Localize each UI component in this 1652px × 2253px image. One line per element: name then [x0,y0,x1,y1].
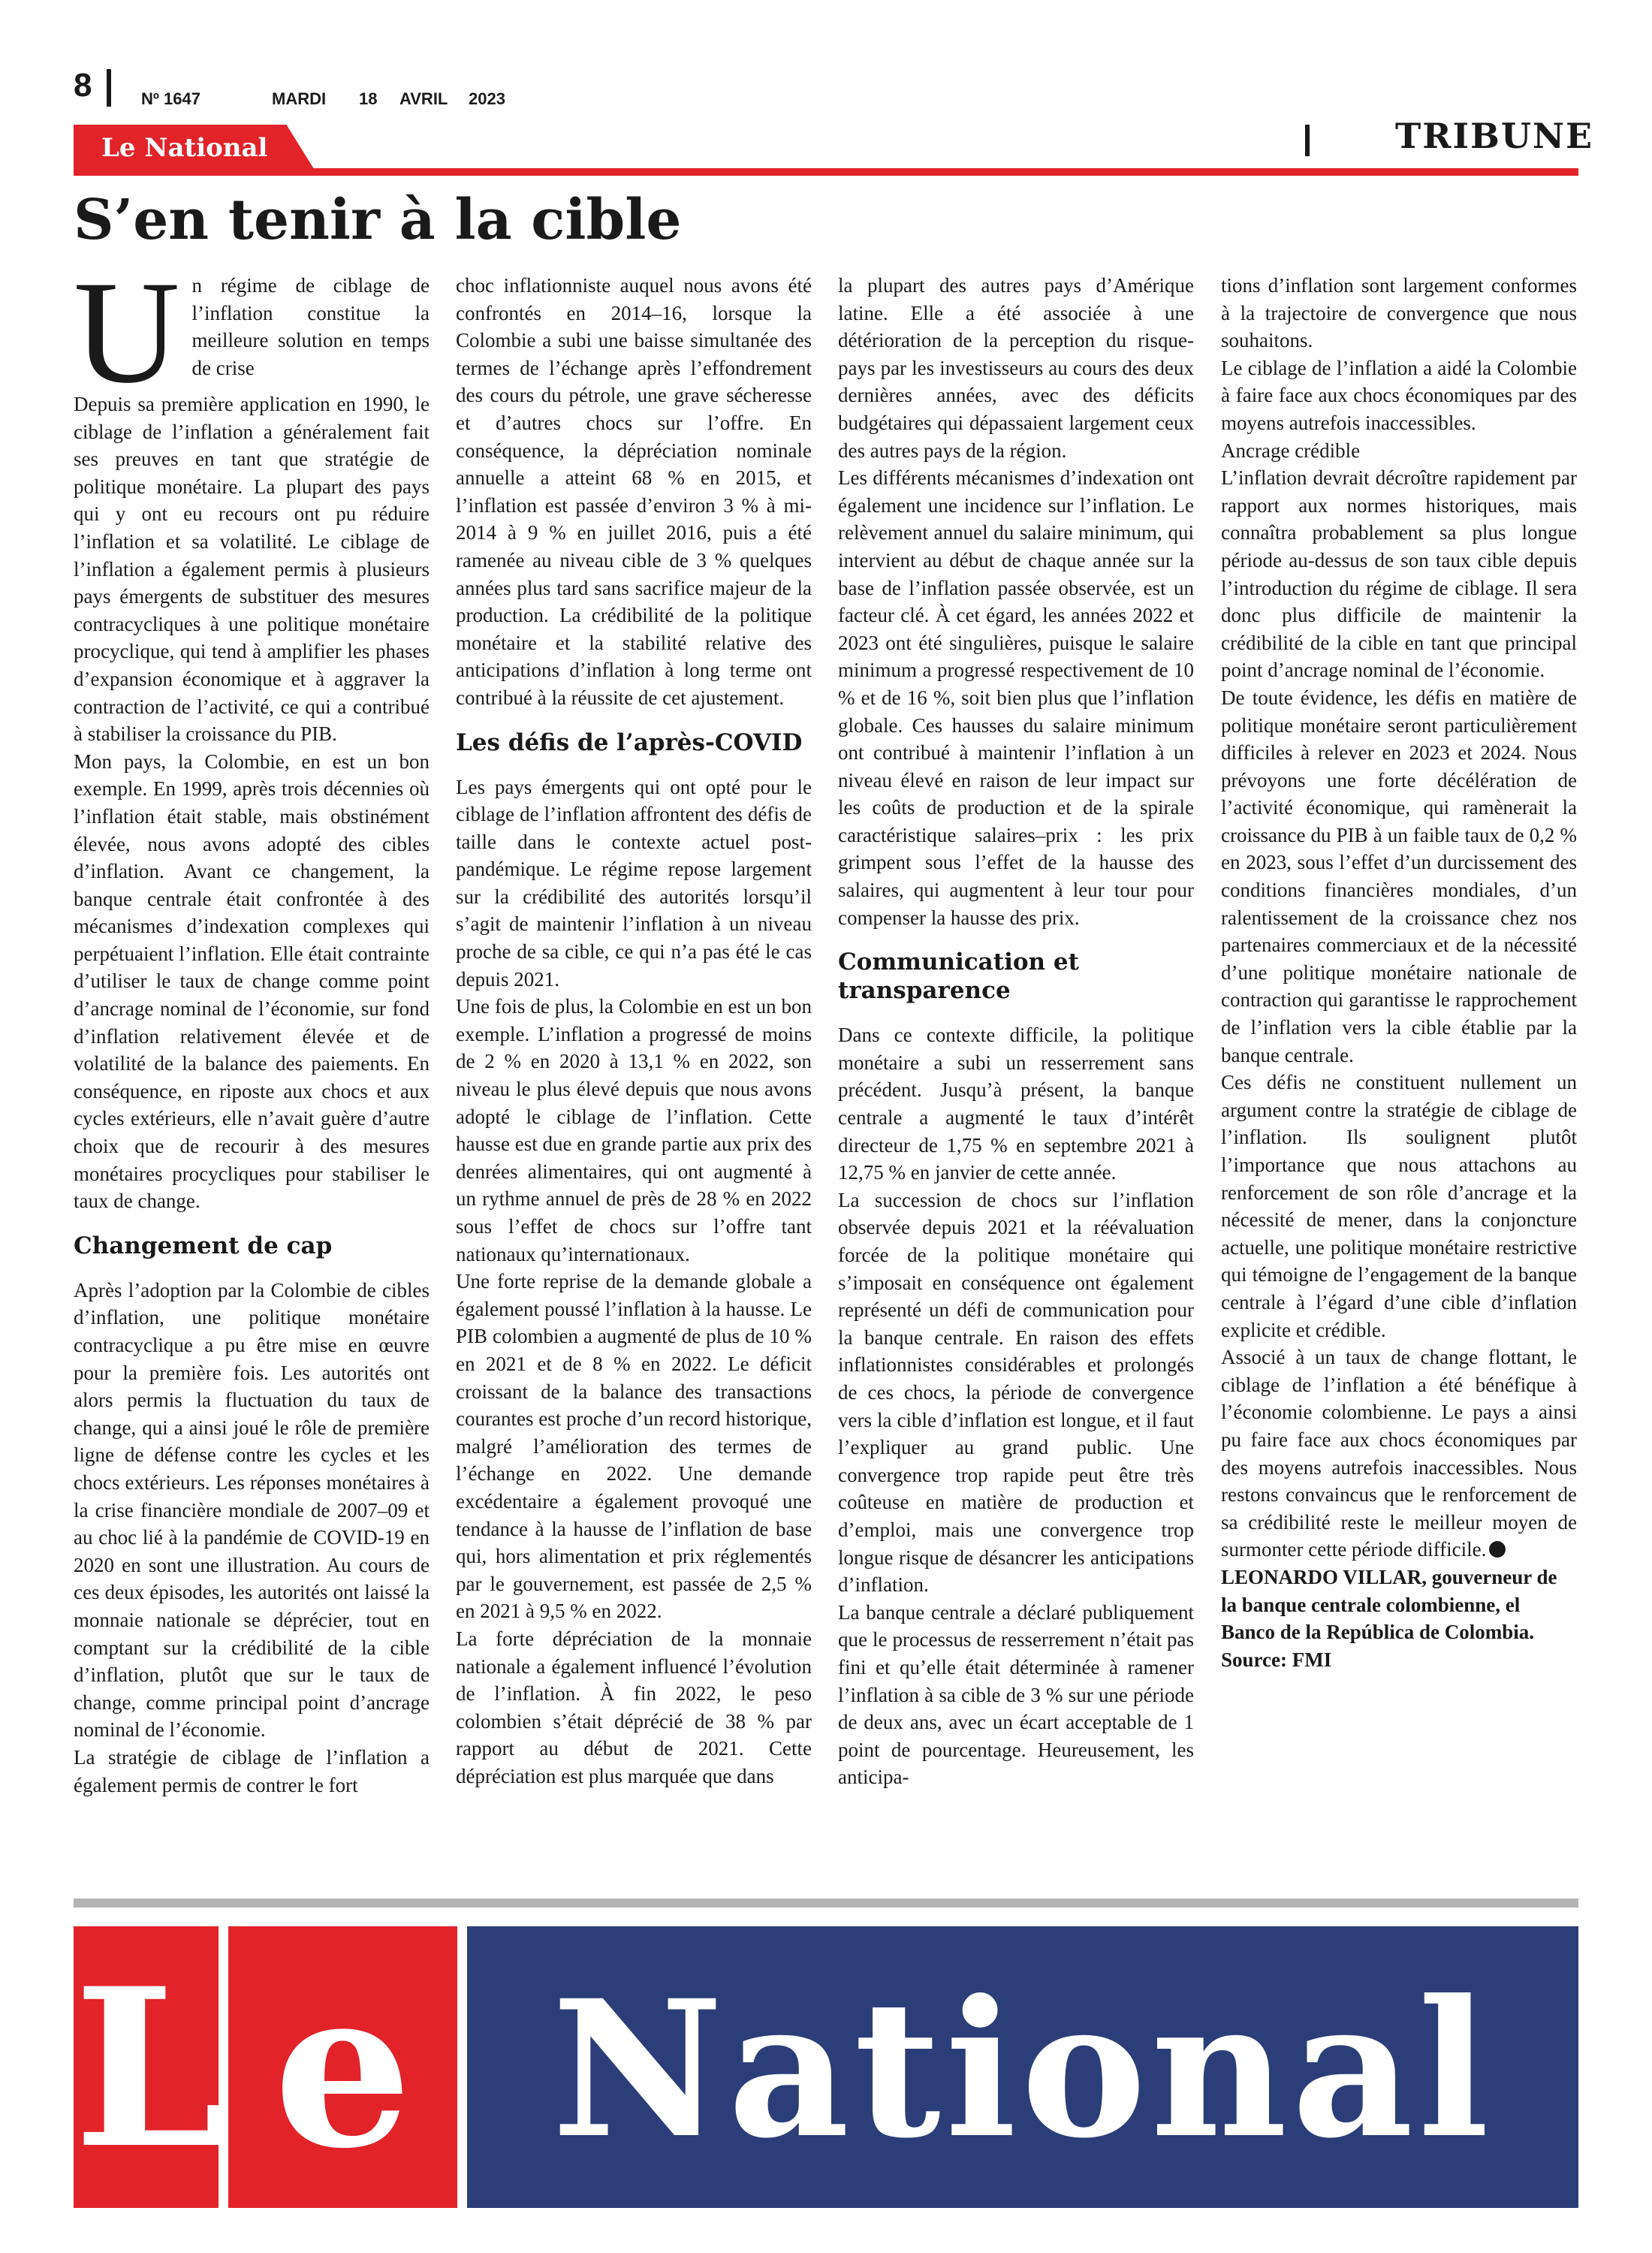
article-paragraph: Ancrage crédible [1221,439,1361,462]
footer-rule [74,1899,1578,1908]
article-paragraph: Les différents mécanismes d’indexation ont également une incidence sur l’inflation. Le relèvement annuel du salaire minimum, qui intervient au début de chaque année sur la base de l’inflation passée observée, est un facteur clé. À cet égard, les années 2022 et 2023 ont été singulières, puisque le salaire minimum a progressé respectivement de 10 % et de 16 %, soit bien plus que l’inflation globale. Ces hausses du salaire minimum ont contribué à maintenir l’inflation à un niveau élevé en raison de leur impact sur les coûts de production et de la spirale caractéristique salaires–prix : les prix grimpent sous l’effet de la hausse des salaires, qui augmentent à leur tour pour compenser la hausse des prix. [838,466,1194,929]
article-paragraph [1221,1344,1577,1564]
issue-date-day: 18 [359,89,378,108]
issue-date-month: AVRIL [399,89,448,108]
article-paragraph: Ces défis ne constituent nullement un argument contre la stratégie de ciblage de l’inflation. Ils soulignent plutôt l’importance que nous attachons au renforcement de son rôle d’ancrage et la nécessité de mener, dans la conjoncture actuelle, une politique monétaire restrictive qui témoigne de l’engagement de la banque centrale à l’égard d’une cible d’inflation explicite et crédible. [1221,1071,1577,1341]
article-paragraph: La stratégie de ciblage de l’inflation a également permis de contrer le fort [74,1745,430,1796]
article-paragraph: La forte dépréciation de la monnaie nationale a également influencé l’évolution de l’inflation. À fin 2022, le peso colombien s’était déprécié de 38 % par rapport au début de 2021. Cette dépréciation est plus marquée que dans [456,1627,812,1787]
section-divider [1305,125,1310,156]
footer-logo-e: e [273,1941,412,2197]
end-mark-icon [1489,1541,1506,1558]
article-paragraph: Les pays émergents qui ont opté pour le ciblage de l’inflation affrontent des défis de taille dans le contexte actuel post-pandémique. Le régime repose largement sur la crédibilité des autorités lorsqu’il s’agit de maintenir l’inflation à un niveau proche de sa cible, ce qui n’a pas été le cas depuis 2021. [456,775,812,991]
header-rule [74,168,1578,176]
drop-cap: U [74,272,180,414]
article-paragraph: Le ciblage de l’inflation a aidé la Colombie à faire face aux chocs économiques par des moyens autrefois inaccessibles. [1221,356,1577,434]
footer-logo-national-box [467,1926,1578,2208]
issue-date-year: 2023 [469,89,505,108]
closing-paragraph-text: Associé à un taux de change flottant, le ciblage de l’inflation a été bénéfique à l’économie colombienne. Le pays a ainsi pu faire face aux chocs économiques par des moyens autrefois inaccessibles. Nous restons convaincus que le renforcement de sa crédibilité reste le meilleur moyen de surmonter cette période difficile. [1221,1346,1577,1561]
article-paragraph: Une fois de plus, la Colombie en est un bon exemple. L’inflation a progressé de moins de 2 % en 2020 à 13,1 % en 2022, son niveau le plus élevé depuis que nous avons adopté le ciblage de l’inflation. Cette hausse est due en grande partie aux prix des denrées alimentaires, qui ont augmenté à un rythme annuel de près de 28 % en 2022 sous l’effet de chocs sur l’offre tant nationaux qu’internationaux. [456,995,812,1265]
footer-logo-l-box [74,1926,227,2208]
article-intro: n régime de ciblage de l’inflation constitue la meilleure solution en temps de crise [191,274,430,379]
page-number-divider [107,69,111,107]
page-title: S’en tenir à la cible [74,188,682,252]
article-column-4 [1221,272,1577,1879]
issue-number: Nº 1647 [141,89,200,108]
section-heading: Les défis de l’après-COVID [456,728,803,756]
article-paragraph: De toute évidence, les défis en matière de politique monétaire seront particulièrement difficiles à relever en 2023 et 2024. Nous prévoyons une forte décélération de l’activité économique, qui ramènerait la croissance du PIB à un faible taux de 0,2 % en 2023, sous l’effet d’un durcissement des conditions financières mondiales, d’un ralentissement de la croissance chez nos partenaires commerciaux et de la nécessité d’une politique monétaire nationale de contraction qui garantisse le rapprochement de l’inflation vers la cible établie par la banque centrale. [1221,686,1577,1066]
article-paragraph: Dans ce contexte difficile, la politique monétaire a subi un resserrement sans précédent. Jusqu’à présent, la banque centrale a augmenté le taux d’intérêt directeur de 1,75 % en septembre 2021 à 12,75 % en janvier de cette année. [838,1024,1194,1184]
section-heading: Communication et transparence [838,949,1079,1005]
issue-day: MARDI [272,89,327,108]
article-paragraph: tions d’inflation sont largement conformes à la trajectoire de convergence que nous souhaitons. [1221,274,1577,352]
article-paragraph: Mon pays, la Colombie, en est un bon exemple. En 1999, après trois décennies où l’inflation était stable, mais obstinément élevée, nous avons adopté des cibles d’inflation. Avant ce changement, la banque centrale était confrontée à des mécanismes d’indexation complexes qui perpétuaient l’inflation. Elle était contrainte d’utiliser le taux de change comme point d’ancrage nominal de l’économie, sur fond d’inflation relativement élevée et de volatilité de la balance des paiements. En conséquence, en riposte aux chocs et aux cycles extérieurs, elle n’avait guère d’autre choix que de recourir à des mesures monétaires procycliques pour stabiliser le taux de change. [74,749,430,1213]
article-column-1 [74,272,430,1879]
footer-logo-national: National [551,1959,1494,2179]
article-source: Source: FMI [1221,1648,1332,1671]
article-paragraph: la plupart des autres pays d’Amérique latine. Elle a été associée à une détérioration de la perception du risque-pays par les investisseurs au cours des deux dernières années, avec des déficits budgétaires qui dépassaient largement ceux des autres pays de la région. [838,274,1194,462]
article-paragraph: Une forte reprise de la demande globale a également poussé l’inflation à la hausse. Le PIB colombien a augmenté de plus de 10 % en 2021 et de 8 % en 2022. Le déficit croissant de la balance des transactions courantes est proche d’un record historique, malgré l’amélioration des termes de l’échange en 2022. Une demande excédentaire a également provoqué une tendance à la hausse de l’inflation de base qui, hors alimentation et prix réglementés par le gouvernement, est passée de 2,5 % en 2021 à 9,5 % en 2022. [456,1270,812,1623]
article-paragraph: Après l’adoption par la Colombie de cibles d’inflation, une politique monétaire contracyclique a pu être mise en œuvre pour la première fois. Les autorités ont alors permis la fluctuation du taux de change, qui a ainsi joué le rôle de première ligne de défense contre les cycles et les chocs extérieurs. Les réponses monétaires à la crise financière mondiale de 2007–09 et au choc lié à la pandémie de COVID-19 en 2020 en sont une illustration. Au cours de ces deux épisodes, les autorités ont laissé la monnaie nationale se déprécier, tout en comptant sur la crédibilité de la cible d’inflation, plutôt que sur le taux de change, comme principal point d’ancrage nominal de l’économie. [74,1278,430,1742]
page-number: 8 [74,67,92,104]
author-signature: LEONARDO VILLAR, gouverneur de la banque centrale colombienne, el Banco de la República de Colombia. [1221,1565,1557,1644]
article-column-3 [838,272,1194,1879]
article-paragraph: L’inflation devrait décroître rapidement par rapport aux normes historiques, mais connaîtra probablement sa plus longue période au-dessus de son taux cible depuis l’introduction du régime de ciblage. Il sera donc plus difficile de maintenir la crédibilité de la cible en tant que principal point d’ancrage nominal de l’économie. [1221,466,1577,682]
article-paragraph: choc inflationniste auquel nous avons été confrontés en 2014–16, lorsque la Colombie a subi une baisse simultanée des termes de l’échange après l’effondrement des cours du pétrole, une grave sécheresse et d’autres chocs sur l’offre. En conséquence, la dépréciation nominale annuelle a atteint 68 % en 2015, et l’inflation est passée d’environ 3 % à mi-2014 à 9 % en juillet 2016, puis a été ramenée au niveau cible de 3 % quelques années plus tard sans sacrifice majeur de la production. La crédibilité de la politique monétaire et la stabilité relative des anticipations d’inflation à long terme ont contribué à la réussite de cet ajustement. [456,274,812,709]
footer-logo-l: L [74,1941,227,2197]
section-heading: Changement de cap [74,1232,333,1259]
article-column-2 [456,272,812,1879]
article-paragraph: La succession de chocs sur l’inflation observée depuis 2021 et la réévaluation forcée de la politique monétaire qui s’imposait en conséquence ont également représenté un défi de communication pour la banque centrale. En raison des effets inflationnistes considérables et prolongés de ces chocs, la période de convergence vers la cible d’inflation est longue, et il faut l’expliquer au grand public. Une convergence trop rapide peut être très coûteuse en matière de production et d’emploi, mais une convergence trop longue risque de désancrer les anticipations d’inflation. [838,1188,1194,1597]
brand-tab-label: Le National [101,133,268,163]
section-label: TRIBUNE [1395,116,1594,156]
article-paragraph: La banque centrale a déclaré publiquement que le processus de resserrement n’était pas fini et qu’elle était déterminée à ramener l’inflation à sa cible de 3 % sur une période de deux ans, avec un écart acceptable de 1 point de pourcentage. Heureusement, les anticipa- [838,1600,1194,1789]
footer-logo-e-box [228,1926,457,2208]
article-paragraph: Depuis sa première application en 1990, le ciblage de l’inflation a généralement fait ses preuves en tant que stratégie de politique monétaire. La plupart des pays qui y ont eu recours ont pu réduire l’inflation et sa volatilité. Le ciblage de l’inflation a également permis à plusieurs pays émergents de substituer des mesures contracycliques à une politique monétaire procyclique, qui tend à amplifier les phases d’expansion économique et à aggraver la contraction de l’activité, ce qui a contribué à stabiliser la croissance du PIB. [74,393,430,746]
